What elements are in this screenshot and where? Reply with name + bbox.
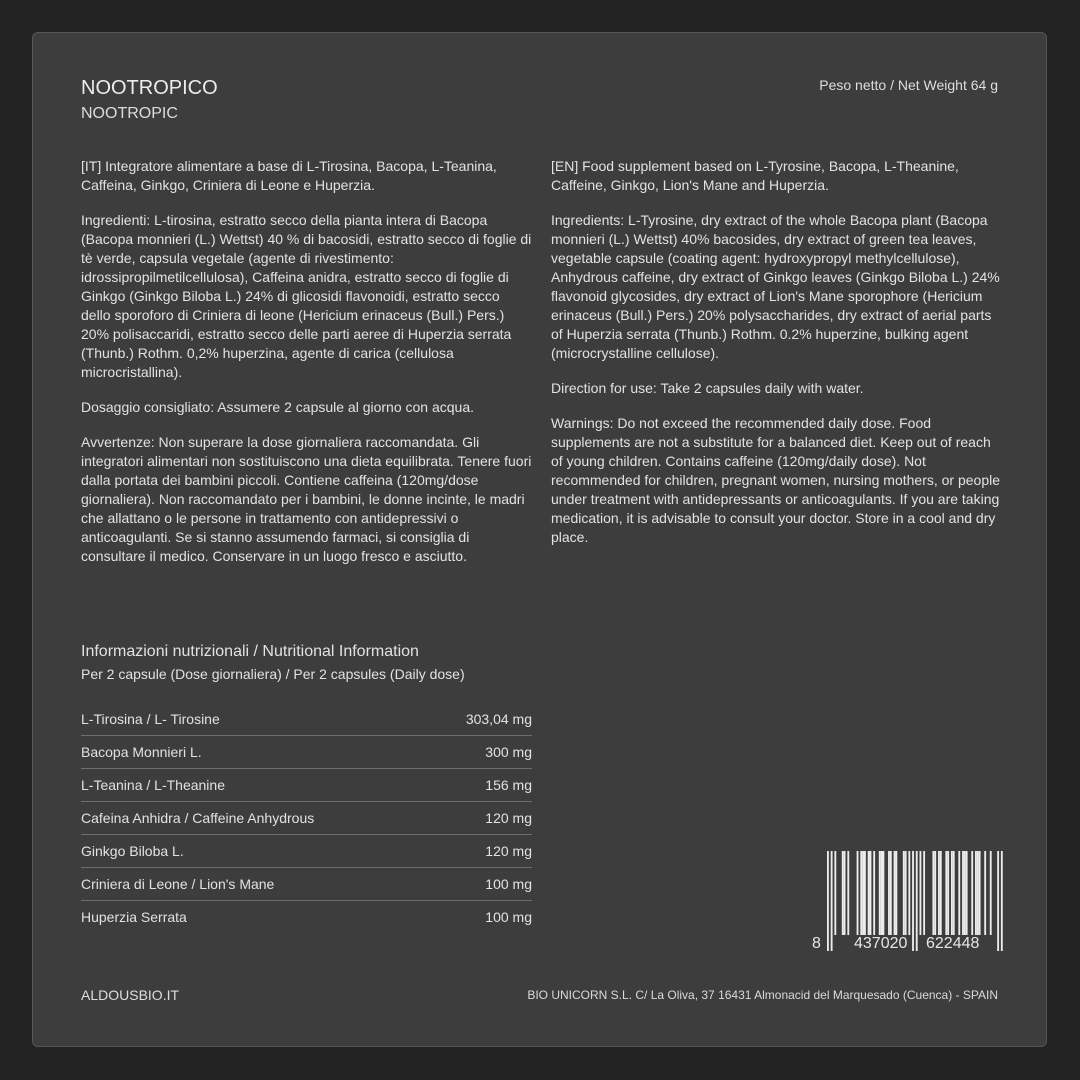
barcode-bar [842, 851, 844, 935]
barcode-bar [862, 851, 864, 935]
barcode-bar [975, 851, 977, 935]
barcode-bar [964, 851, 966, 935]
barcode-bar [870, 851, 872, 935]
it-ingredients: Ingredienti: L-tirosina, estratto secco della pianta intera di Bacopa (Bacopa monnieri (L.) Wettst) 40 % di bacosidi, estratto secco di foglie di tè verde, capsula vegetale (agente di rivestimento: idrossipropilmetilcellulosa), Caffeina anidra, estratto secco di foglie di Ginkgo (Ginkgo Biloba L.) 24% di glicosidi flavonoidi, estratto secco dello sporoforo di Criniera di leone (Hericium erinaceus (Bull.) Pers.) 20% polisaccaridi, estratto secco delle parti aeree di Huperzia serrata (Thunb.) Rothm. 0,2% huperzina, agente di carica (cellulosa microcristallina). [81, 212, 532, 380]
en-intro: [EN] Food supplement based on L-Tyrosine, Bacopa, L-Theanine, Caffeine, Ginkgo, Lion's Mane and Huperzia. [551, 158, 959, 193]
en-dosage: Direction for use: Take 2 capsules daily with water. [551, 380, 864, 396]
barcode-bar [847, 851, 849, 935]
product-subtitle: NOOTROPIC [81, 105, 178, 122]
barcode-bar [908, 851, 910, 935]
barcode-bar [890, 851, 892, 935]
barcode-bar [934, 851, 936, 935]
barcode-bar [979, 851, 981, 935]
barcode-group-right: 622448 [926, 935, 980, 952]
nutrition-row [81, 736, 532, 769]
nutrition-row [81, 901, 532, 933]
barcode-bar [945, 851, 947, 935]
italian-column [81, 157, 533, 582]
barcode-bar [864, 851, 866, 935]
nutrition-row [81, 868, 532, 901]
barcode-bar [857, 851, 859, 935]
barcode-bar [860, 851, 862, 935]
barcode-bar [879, 851, 881, 935]
barcode-bar [953, 851, 955, 935]
nutrient-amount: 303,04 mg [465, 711, 532, 727]
nutrition-row [81, 802, 532, 835]
barcode-bar [920, 851, 922, 935]
barcode-bar [903, 851, 905, 935]
barcode-bar [883, 851, 885, 935]
barcode-bar [895, 851, 897, 935]
it-warnings: Avvertenze: Non superare la dose giornaliera raccomandata. Gli integratori alimentari non sostituiscono una dieta equilibrata. Tenere fuori dalla portata dei bambini piccoli. Contiene caffeina (120mg/dose giornaliera). Non raccomandato per i bambini, le donne incinte, le madri che allattano o le persone in trattamento con antidepressivi o anticoagulanti. Se si stanno assumendo farmaci, si consiglia di consultare il medico. Conservare in un luogo fresco e asciutto. [81, 434, 532, 564]
nutrition-table [81, 703, 532, 933]
en-warnings: Warnings: Do not exceed the recommended daily dose. Food supplements are not a substitute for a balanced diet. Keep out of reach of young children. Contains caffeine (120mg/daily dose). Not recommended for children, pregnant women, nursing mothers, or people under treatment with antidepressants or anticoagulants. If you are taking medication, it is advisable to consult your doctor. Store in a cool and dry place. [551, 415, 1001, 545]
nutrient-name: Bacopa Monnieri L. [81, 744, 202, 760]
barcode-bar [905, 851, 907, 935]
barcode-bar [984, 851, 986, 935]
nutrition-row [81, 769, 532, 802]
barcode-number [812, 933, 1004, 957]
barcode-bar [966, 851, 968, 935]
barcode-bar [958, 851, 960, 935]
barcode-bar [844, 851, 846, 935]
product-title: NOOTROPICO [81, 77, 218, 99]
it-dosage: Dosaggio consigliato: Assumere 2 capsule al giorno con acqua. [81, 399, 475, 415]
english-column [551, 157, 1003, 563]
barcode-bar [888, 851, 890, 935]
barcode-bar [977, 851, 979, 935]
en-ingredients: Ingredients: L-Tyrosine, dry extract of the whole Bacopa plant (Bacopa monnieri (L.) Wettst) 40% bacosides, dry extract of green tea leaves, vegetable capsule (coating agent: hydroxypropyl methylcellulose), Anhydrous caffeine, dry extract of Ginkgo leaves (Ginkgo Biloba L.) 24% flavonoid glycosides, dry extract of Lion's Mane sporophore (Hericium erinaceus (Bull.) Pers.) 20% polysaccharides, dry extract of aerial parts of Huperzia serrata (Thunb.) Rothm. 0.2% huperzine, bulking agent (microcrystalline cellulose). [551, 212, 1000, 361]
barcode-bar [990, 851, 992, 935]
nutrition-row [81, 703, 532, 736]
nutrition-row [81, 835, 532, 868]
barcode-bar [894, 851, 896, 935]
barcode-bar [940, 851, 942, 935]
barcode-bar [932, 851, 934, 935]
nutrient-name: Cafeina Anhidra / Caffeine Anhydrous [81, 810, 315, 826]
barcode-bar [868, 851, 870, 935]
nutrient-name: Criniera di Leone / Lion's Mane [81, 876, 275, 892]
barcode-bar [873, 851, 875, 935]
nutrient-amount: 100 mg [485, 909, 532, 925]
nutrition-title: Informazioni nutrizionali / Nutritional Information [81, 643, 419, 660]
nutrient-name: Ginkgo Biloba L. [81, 843, 184, 859]
barcode-bar [923, 851, 925, 935]
barcode-bar [881, 851, 883, 935]
nutrient-amount: 300 mg [485, 744, 532, 760]
barcode-bar [947, 851, 949, 935]
barcode-bar [962, 851, 964, 935]
nutrient-name: L-Tirosina / L- Tirosine [81, 711, 220, 727]
label-panel [32, 32, 1047, 1047]
nutrition-subtitle: Per 2 capsule (Dose giornaliera) / Per 2 capsules (Daily dose) [81, 666, 465, 682]
barcode-bar [834, 851, 836, 935]
barcode-bar [951, 851, 953, 935]
barcode-digit-first: 8 [812, 935, 821, 952]
nutrient-amount: 156 mg [485, 777, 532, 793]
barcode-bar [971, 851, 973, 935]
company-address: BIO UNICORN S.L. C/ La Oliva, 37 16431 Almonacid del Marquesado (Cuenca) - SPAIN [527, 988, 998, 1002]
nutrient-name: Huperzia Serrata [81, 909, 187, 925]
barcode-bar [938, 851, 940, 935]
nutrient-amount: 120 mg [485, 843, 532, 859]
barcode-group-left: 437020 [854, 935, 908, 952]
nutrient-amount: 120 mg [485, 810, 532, 826]
net-weight: Peso netto / Net Weight 64 g [819, 77, 998, 93]
nutrient-amount: 100 mg [485, 876, 532, 892]
website-link[interactable]: ALDOUSBIO.IT [81, 987, 180, 1003]
nutrient-name: L-Teanina / L-Theanine [81, 777, 225, 793]
it-intro: [IT] Integratore alimentare a base di L-Tirosina, Bacopa, L-Teanina, Caffeina, Ginkgo, Criniera di Leone e Huperzia. [81, 158, 497, 193]
